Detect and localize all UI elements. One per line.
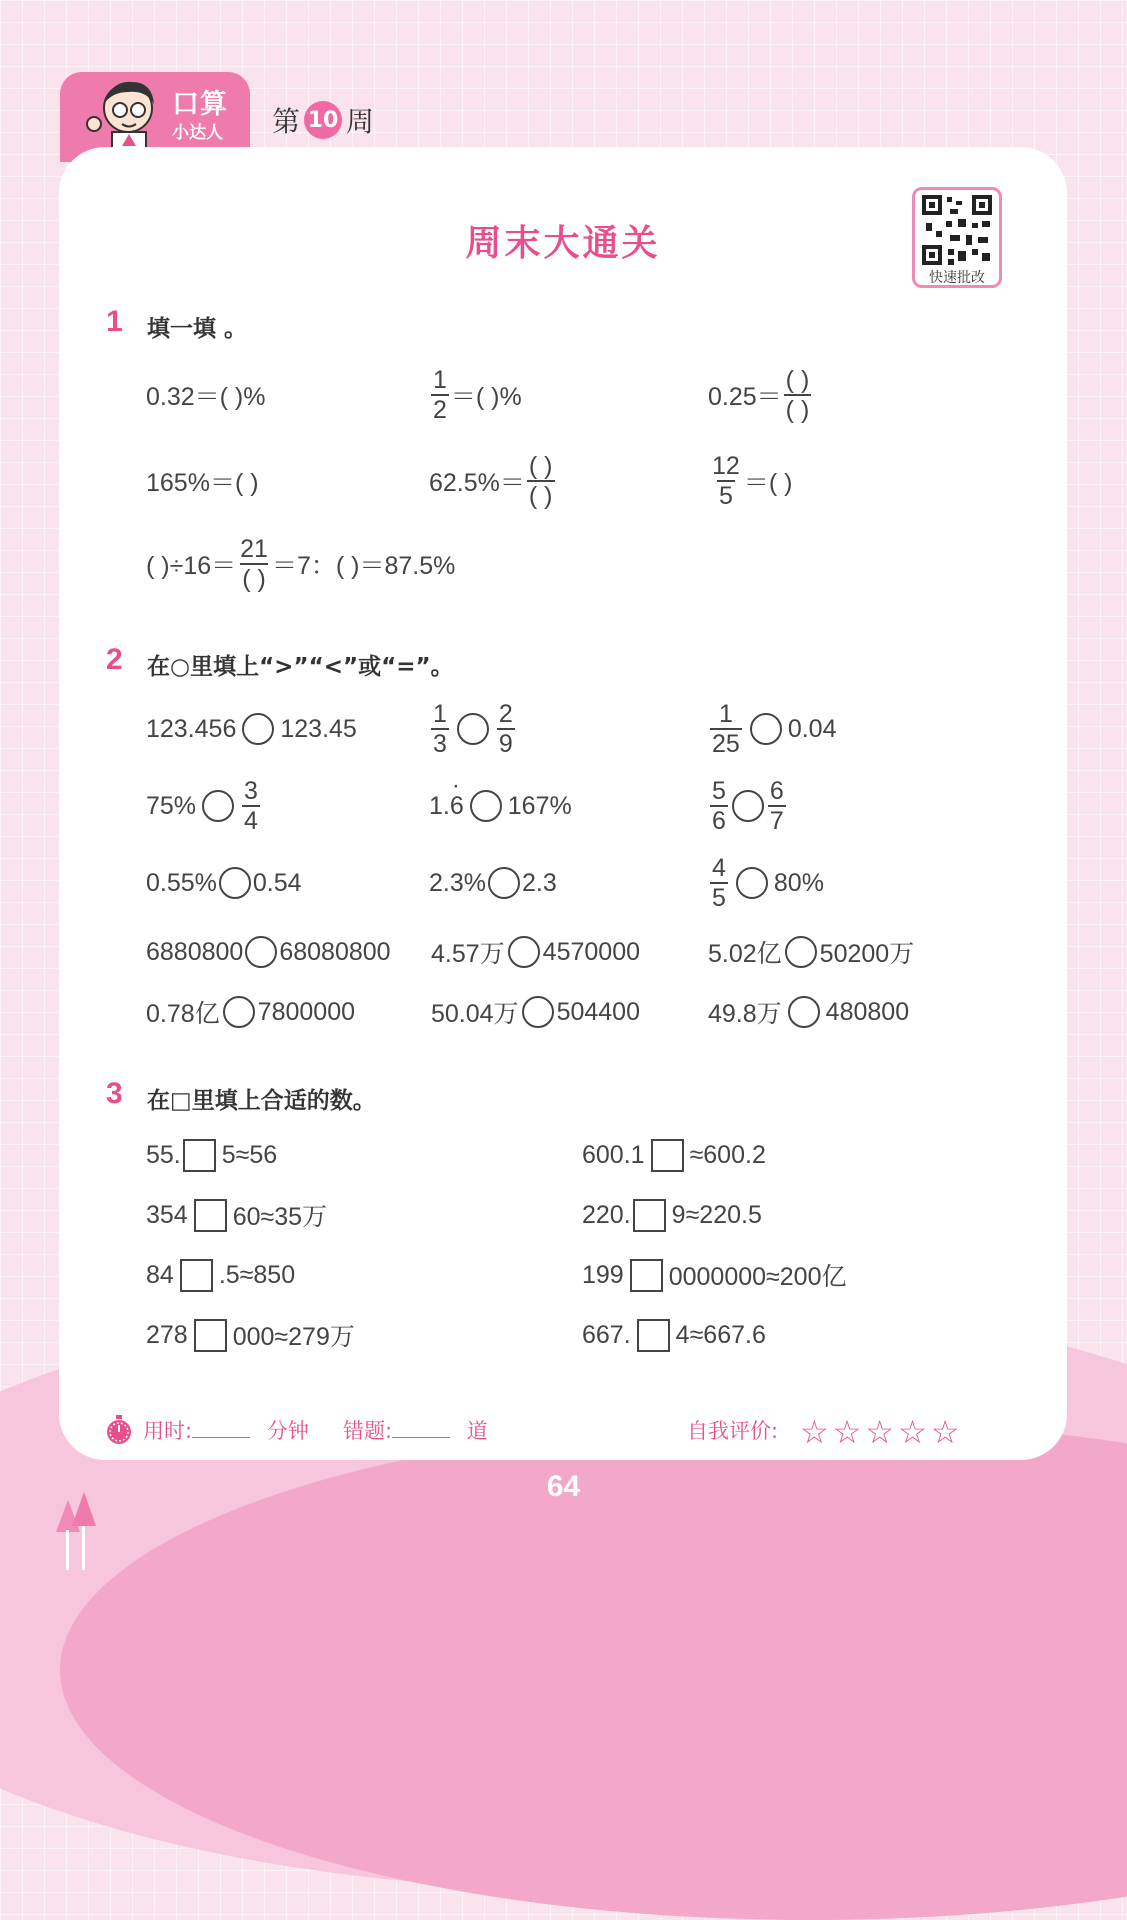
compare-circle[interactable]	[219, 867, 251, 899]
denominator: ( )	[528, 482, 553, 510]
badge-subtitle: 小达人	[172, 123, 223, 143]
stopwatch-icon	[105, 1414, 133, 1446]
right-value: 0.54	[252, 868, 302, 897]
errors-count	[343, 1415, 488, 1445]
left-value: 123.456	[146, 714, 237, 743]
s2-r4c	[708, 920, 914, 984]
s1-c-left: ( )÷16＝	[146, 552, 237, 580]
numerator: 4	[712, 854, 726, 882]
s2-r2a	[146, 774, 262, 838]
denominator: 2	[433, 396, 447, 424]
fraction	[768, 777, 786, 835]
right-value: 504400	[556, 997, 640, 1026]
s1-item-b2	[429, 449, 557, 513]
errors-unit: 道	[466, 1419, 488, 1443]
section-3-title: 在□里填上合适的数。	[147, 1088, 376, 1114]
compare-circle[interactable]	[785, 936, 817, 968]
fraction	[497, 700, 515, 758]
compare-circle[interactable]	[245, 936, 277, 968]
answer-box[interactable]	[194, 1199, 227, 1232]
s2-r3b	[429, 851, 557, 915]
s3-q2-right	[582, 1183, 762, 1247]
s1-item-b1	[146, 449, 259, 513]
number-suffix: .5≈850	[218, 1260, 296, 1289]
number-suffix: 000≈279万	[232, 1323, 355, 1351]
answer-box[interactable]	[183, 1139, 216, 1172]
s2-r3c	[708, 851, 824, 915]
right-value: 80%	[773, 868, 824, 897]
denominator: 4	[244, 807, 258, 835]
s1-item-a2	[429, 363, 522, 427]
answer-box[interactable]	[633, 1199, 666, 1232]
s3-q2-left	[146, 1183, 327, 1247]
fraction	[238, 535, 270, 593]
self-eval-stars[interactable]: ☆☆☆☆☆	[800, 1414, 964, 1450]
s1-a1-text: 0.32＝( )%	[146, 383, 266, 411]
section-2-title: 在○里填上“>”“<”或“=”。	[147, 654, 454, 680]
numerator: 21	[240, 535, 268, 563]
numerator: 5	[712, 777, 726, 805]
denominator: ( )	[785, 396, 810, 424]
badge-title: 口算	[172, 89, 228, 120]
s3-q1-right	[582, 1123, 766, 1187]
compare-circle[interactable]	[750, 713, 782, 745]
s1-item-c	[146, 532, 455, 596]
section-3-number: 3	[106, 1077, 123, 1110]
numerator: 1	[433, 700, 447, 728]
left-value: 0.78亿	[146, 1000, 220, 1028]
compare-circle[interactable]	[788, 996, 820, 1028]
s3-q4-right	[582, 1303, 766, 1367]
denominator: 9	[498, 730, 513, 758]
compare-circle[interactable]	[488, 867, 520, 899]
s1-a3-text: 0.25＝	[708, 383, 782, 411]
compare-circle[interactable]	[470, 790, 502, 822]
right-value: 7800000	[257, 997, 355, 1026]
number-suffix: 5≈56	[221, 1140, 278, 1169]
answer-box[interactable]	[651, 1139, 684, 1172]
self-eval-label: 自我评价:	[687, 1419, 779, 1443]
section-2-number: 2	[106, 643, 123, 676]
left-value: 4.57万	[431, 940, 505, 968]
right-value: 50200万	[819, 940, 915, 968]
compare-circle[interactable]	[457, 713, 489, 745]
fraction	[784, 366, 812, 424]
section-1-number: 1	[106, 305, 123, 338]
denominator: ( )	[242, 565, 266, 593]
week-prefix: 第	[272, 105, 301, 138]
s2-r4a	[146, 920, 391, 984]
numerator: 3	[244, 777, 258, 805]
denominator: 3	[433, 730, 447, 758]
section-1-title: 填一填 。	[147, 316, 248, 342]
page-number: 64	[546, 1470, 581, 1503]
s1-b1-text: 165%＝( )	[146, 469, 259, 497]
errors-blank[interactable]	[392, 1417, 450, 1438]
page-title: 周末大通关	[465, 223, 661, 264]
right-value: 4570000	[542, 937, 640, 966]
numerator: 1	[718, 700, 733, 728]
numerator: 1	[433, 366, 447, 394]
number-suffix: 9≈220.5	[671, 1200, 762, 1229]
left-value-int: 1.	[429, 791, 450, 820]
denominator: 25	[712, 730, 740, 758]
numerator: ( )	[528, 452, 553, 480]
qr-code[interactable]	[912, 187, 1002, 288]
number-prefix: 199	[582, 1260, 624, 1289]
compare-circle[interactable]	[522, 996, 554, 1028]
s2-r2c	[708, 774, 788, 838]
s3-q1-left	[146, 1123, 277, 1187]
right-value: 123.45	[280, 714, 357, 743]
right-value: 0.04	[787, 714, 837, 743]
fraction	[242, 777, 260, 835]
answer-box[interactable]	[194, 1319, 227, 1352]
denominator: 5	[718, 482, 733, 510]
time-label: 用时:	[143, 1419, 193, 1443]
left-value: 0.55%	[146, 868, 217, 897]
right-value: 68080800	[279, 937, 391, 966]
week-label	[272, 100, 374, 140]
s2-r4b	[431, 920, 640, 984]
s2-r2b	[429, 774, 572, 838]
compare-circle[interactable]	[223, 996, 255, 1028]
left-value: 6880800	[146, 937, 244, 966]
s2-r5c	[708, 980, 909, 1044]
errors-label: 错题:	[343, 1419, 393, 1443]
week-number: 10	[304, 101, 342, 139]
left-value: 5.02亿	[708, 940, 782, 968]
numerator: 2	[498, 700, 513, 728]
time-blank[interactable]	[192, 1417, 250, 1438]
s2-r1c	[708, 697, 836, 761]
s2-r5a	[146, 980, 355, 1044]
fraction	[710, 452, 742, 510]
compare-circle[interactable]	[732, 790, 764, 822]
number-suffix: ≈600.2	[689, 1140, 766, 1169]
s2-r5b	[431, 980, 640, 1044]
number-suffix: 60≈35万	[232, 1203, 328, 1231]
right-value: 480800	[825, 997, 910, 1026]
time-unit: 分钟	[266, 1419, 309, 1443]
s1-item-b3	[708, 449, 792, 513]
s2-r1b	[429, 697, 517, 761]
numerator: 12	[712, 452, 740, 480]
right-value: 167%	[507, 791, 572, 820]
numerator: ( )	[785, 366, 810, 394]
fraction	[431, 366, 449, 424]
left-value: 50.04万	[431, 1000, 519, 1028]
s3-q4-left	[146, 1303, 355, 1367]
s1-a2-text: ＝( )%	[450, 383, 522, 411]
numerator: 6	[769, 777, 784, 805]
fraction	[710, 854, 728, 912]
s1-c-right: ＝7：( )＝87.5%	[271, 552, 456, 580]
number-suffix: 4≈667.6	[675, 1320, 766, 1349]
answer-box[interactable]	[637, 1319, 670, 1352]
s1-b2-text: 62.5%＝	[429, 469, 525, 497]
number-prefix: 354	[146, 1200, 188, 1229]
compare-circle[interactable]	[202, 790, 234, 822]
fraction	[710, 777, 728, 835]
fraction	[710, 700, 742, 758]
week-suffix: 周	[346, 105, 375, 138]
right-value: 2.3	[521, 868, 557, 897]
number-prefix: 84	[146, 1260, 174, 1289]
denominator: 6	[712, 807, 726, 835]
compare-circle[interactable]	[736, 867, 768, 899]
s1-b3-text: ＝( )	[743, 469, 793, 497]
s1-item-a1	[146, 363, 265, 427]
left-value-repeating: · 6	[450, 792, 464, 821]
qr-label: 快速批改	[929, 270, 985, 286]
time-spent	[143, 1415, 309, 1445]
s3-q3-left	[146, 1243, 295, 1307]
left-value: 75%	[146, 791, 197, 820]
s2-r3a	[146, 851, 302, 915]
s2-r1a	[146, 697, 357, 761]
qr-code-icon	[922, 195, 992, 265]
left-value: 49.8万	[708, 1000, 782, 1028]
left-value: 2.3%	[429, 868, 486, 897]
answer-box[interactable]	[180, 1259, 213, 1292]
fraction	[527, 452, 555, 510]
number-prefix: 667.	[582, 1320, 631, 1349]
s3-q3-right	[582, 1243, 846, 1307]
worksheet-card	[59, 147, 1067, 1460]
number-prefix: 55.	[146, 1140, 181, 1169]
denominator: 7	[769, 807, 784, 835]
answer-box[interactable]	[630, 1259, 663, 1292]
number-prefix: 600.1	[582, 1140, 645, 1169]
compare-circle[interactable]	[508, 936, 540, 968]
denominator: 5	[712, 884, 726, 912]
number-suffix: 0000000≈200亿	[668, 1263, 847, 1291]
compare-circle[interactable]	[242, 713, 274, 745]
fraction	[431, 700, 449, 758]
number-prefix: 278	[146, 1320, 188, 1349]
s1-item-a3	[708, 363, 813, 427]
number-prefix: 220.	[582, 1200, 631, 1229]
